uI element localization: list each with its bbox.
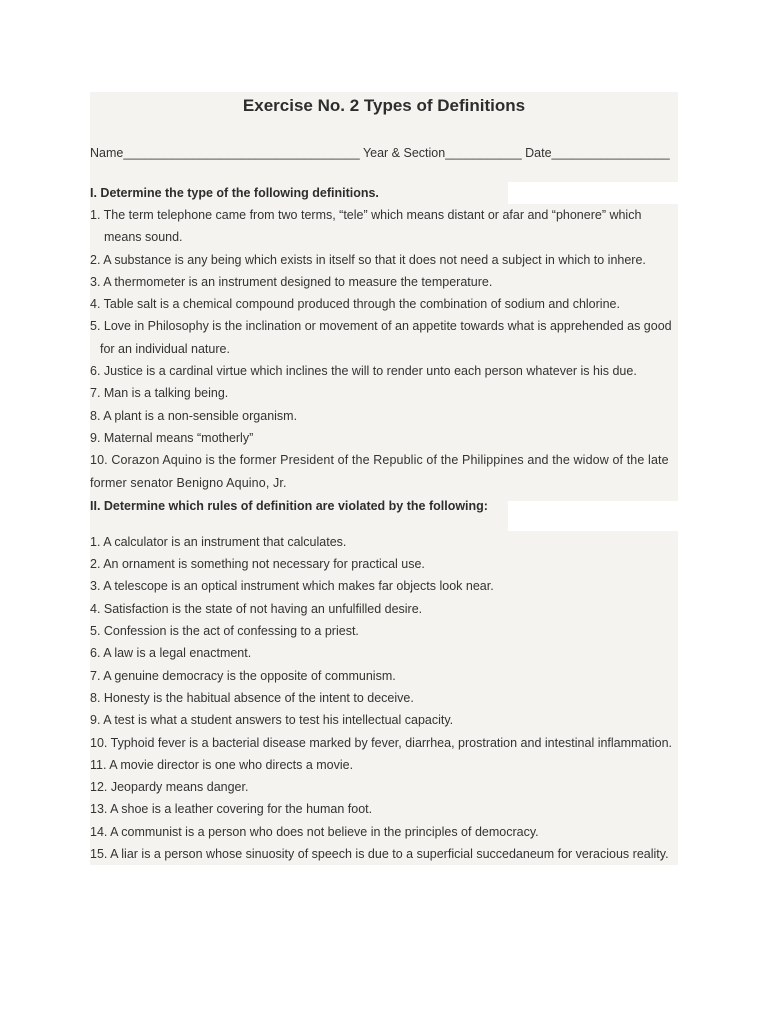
list-item: 4. Table salt is a chemical compound produced through the combination of sodium and chlorine. <box>90 297 620 312</box>
section1-list-block <box>90 204 678 501</box>
section2-list-block <box>90 531 678 865</box>
page-title: Exercise No. 2 Types of Definitions <box>242 96 526 115</box>
document-page <box>90 92 678 865</box>
list-item: 2. An ornament is something not necessary for practical use. <box>90 557 425 572</box>
list-item: 14. A communist is a person who does not believe in the principles of democracy. <box>90 824 539 839</box>
list-item: 2. A substance is any being which exists in itself so that it does not need a subject in which to inhere. <box>90 252 646 267</box>
list-item: 15. A liar is a person whose sinuosity of speech is due to a superficial succedaneum for veracious reality. <box>90 847 669 862</box>
list-item: 13. A shoe is a leather covering for the human foot. <box>90 802 373 817</box>
list-item: 4. Satisfaction is the state of not having an unfulfilled desire. <box>90 601 423 616</box>
list-item: 5. Love in Philosophy is the inclination or movement of an appetite towards what is apprehended as good for an individual nature. <box>90 319 672 356</box>
list-item: 1. A calculator is an instrument that calculates. <box>90 534 347 549</box>
list-item: 7. A genuine democracy is the opposite of communism. <box>90 668 396 683</box>
title-block <box>90 92 678 182</box>
section1-heading-row <box>90 182 678 204</box>
section2-list <box>90 531 678 865</box>
list-item: 11. A movie director is one who directs a movie. <box>90 757 354 772</box>
list-item: 12. Jeopardy means danger. <box>90 780 249 795</box>
list-item: 9. A test is what a student answers to test his intellectual capacity. <box>90 713 454 728</box>
list-item: 10. Typhoid fever is a bacterial disease marked by fever, diarrhea, prostration and intestinal inflammation. <box>90 735 673 750</box>
list-item: 3. A telescope is an optical instrument which makes far objects look near. <box>90 579 494 594</box>
list-item: 7. Man is a talking being. <box>90 386 229 401</box>
list-item: 6. Justice is a cardinal virtue which inclines the will to render unto each person whatever is his due. <box>90 364 637 379</box>
section1-list <box>90 204 678 494</box>
section1-heading: I. Determine the type of the following definitions. <box>90 186 379 200</box>
list-item: 3. A thermometer is an instrument designed to measure the temperature. <box>90 274 493 289</box>
list-item: 8. Honesty is the habitual absence of the intent to deceive. <box>90 690 414 705</box>
list-item: 6. A law is a legal enactment. <box>90 646 252 661</box>
list-item: 5. Confession is the act of confessing to a priest. <box>90 624 359 639</box>
section2-heading-row <box>90 498 678 531</box>
list-item: 1. The term telephone came from two terms, “tele” which means distant or afar and “phonere” which means sound. <box>90 208 642 245</box>
list-item: 9. Maternal means “motherly” <box>90 430 254 445</box>
list-item: 10. Corazon Aquino is the former President of the Republic of the Philippines and the widow of the late former senator Benigno Aquino, Jr. <box>90 453 669 490</box>
section2-heading: II. Determine which rules of definition are violated by the following: <box>90 498 488 513</box>
name-year-date-line: Name__________________________________ Year & Section___________ Date_________________ <box>90 146 670 160</box>
list-item: 8. A plant is a non-sensible organism. <box>90 408 298 423</box>
